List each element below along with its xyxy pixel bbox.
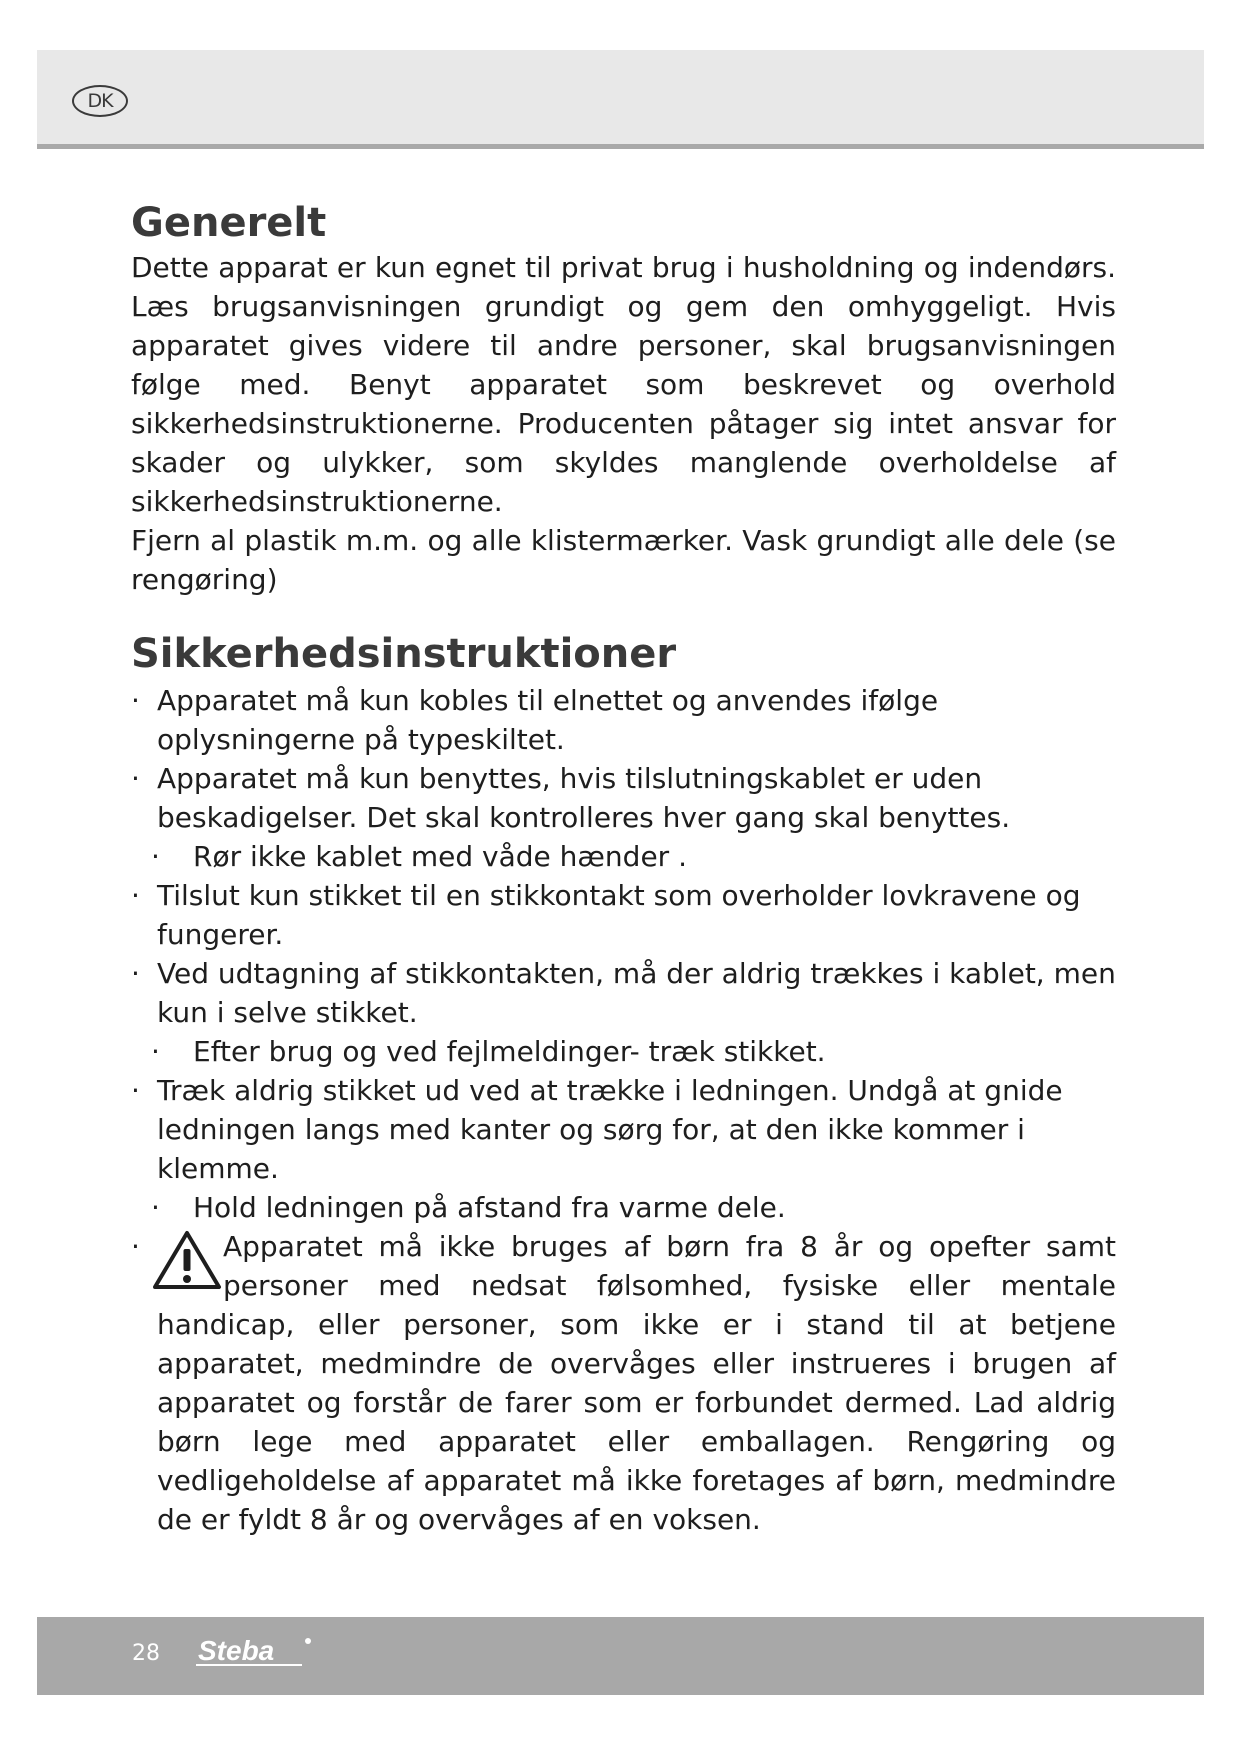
list-item-text: Tilslut kun stikket til en stikkontakt som overholder lovkravene og fungerer.	[157, 879, 1081, 951]
general-paragraph: Fjern al plastik m.m. og alle klistermærker. Vask grundigt alle dele (se rengøring)	[131, 524, 1116, 596]
list-item-text: Ved udtagning af stikkontakten, må der aldrig trækkes i kablet, men kun i selve stikket.	[157, 957, 1116, 1029]
list-item	[131, 954, 1116, 1032]
page-header	[37, 50, 1204, 149]
bullet-dot: ·	[131, 879, 140, 912]
list-item	[131, 759, 1116, 837]
list-item	[131, 1071, 1116, 1188]
general-paragraph: Dette apparat er kun egnet til privat brug i husholdning og indendørs. Læs brugsanvisningen grundigt og gem den omhyggeligt. Hvis apparatet gives videre til andre personer, skal brugsanvisningen følge med. Benyt apparatet som beskrevet og overhold sikkerhedsinstruktionerne. Producenten påtager sig intet ansvar for skader og ulykker, som skyldes manglende overholdelse af sikkerhedsinstruktionerne.	[131, 251, 1116, 518]
section-title-safety: Sikkerhedsinstruktioner	[131, 631, 677, 677]
list-item-text: Rør ikke kablet med våde hænder .	[193, 840, 687, 873]
page-content	[131, 198, 1116, 1539]
bullet-dot: ·	[151, 1191, 160, 1224]
warning-triangle-icon	[151, 1229, 223, 1291]
bullet-dot: ·	[151, 1035, 160, 1068]
page-footer	[37, 1617, 1204, 1695]
list-item	[131, 837, 1116, 876]
list-item-text: Hold ledningen på afstand fra varme dele.	[193, 1191, 786, 1224]
bullet-dot: ·	[131, 1230, 140, 1263]
list-item-warning	[131, 1227, 1116, 1539]
brand-text: Steba	[198, 1635, 275, 1666]
list-item-text: Efter brug og ved fejlmeldinger- træk stikket.	[193, 1035, 826, 1068]
bullet-dot: ·	[131, 1074, 140, 1107]
bullet-dot: ·	[151, 840, 160, 873]
bullet-dot: ·	[131, 957, 140, 990]
list-item	[131, 681, 1116, 759]
list-item	[131, 1032, 1116, 1071]
list-item	[131, 1188, 1116, 1227]
bullet-dot: ·	[131, 684, 140, 717]
list-item-text: Apparatet må kun kobles til elnettet og anvendes ifølge oplysningerne på typeskiltet.	[157, 684, 939, 756]
section-title-general: Generelt	[131, 200, 327, 246]
language-badge: DK	[72, 85, 128, 117]
page-number: 28	[132, 1641, 160, 1666]
safety-list	[131, 681, 1116, 1539]
list-item-text: Apparatet må ikke bruges af børn fra 8 år og opefter samt personer med nedsat følsomhed, fysiske eller mentale handicap, eller personer, som ikke er i stand til at betjene apparatet, medmindre de overvåges eller instrueres i brugen af apparatet og forstår de farer som er forbundet dermed. Lad aldrig børn lege med apparatet eller emballagen. Rengøring og vedligeholdelse af apparatet må ikke foretages af børn, medmindre de er fyldt 8 år og overvåges af en voksen.	[157, 1230, 1116, 1536]
steba-logo	[194, 1632, 316, 1672]
list-item-text: Træk aldrig stikket ud ved at trække i ledningen. Undgå at gnide ledningen langs med kanter og sørg for, at den ikke kommer i klemme.	[157, 1074, 1063, 1185]
bullet-dot: ·	[131, 762, 140, 795]
list-item-text: Apparatet må kun benyttes, hvis tilslutningskablet er uden beskadigelser. Det skal kontrolleres hver gang skal benyttes.	[157, 762, 1011, 834]
list-item	[131, 876, 1116, 954]
